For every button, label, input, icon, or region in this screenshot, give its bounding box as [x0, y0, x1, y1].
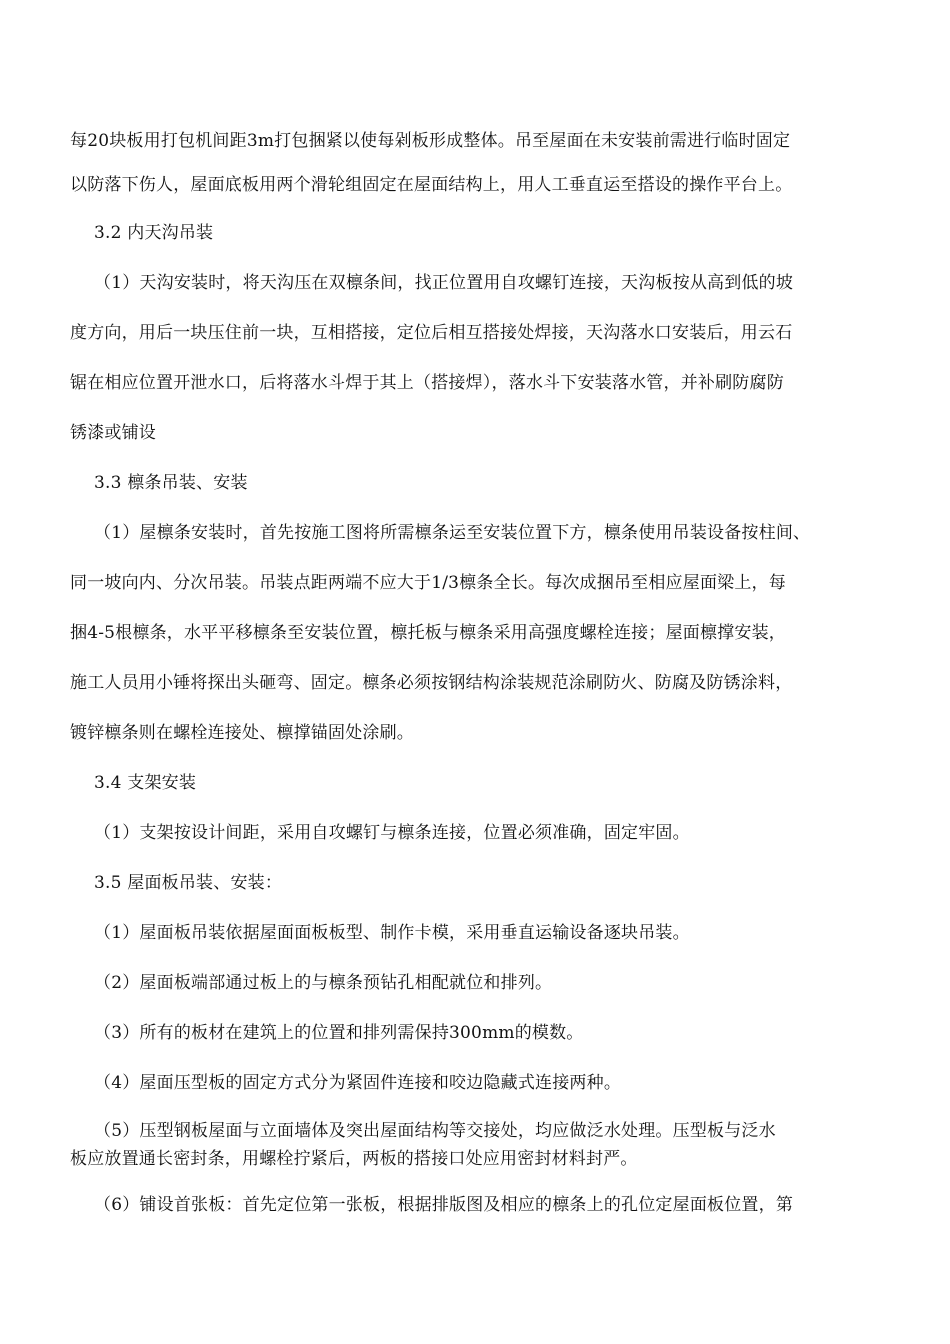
body-text-line: 同一坡向内、分次吊装。吊装点距两端不应大于1/3檩条全长。每次成捆吊至相应屋面梁上，每: [70, 573, 786, 593]
section-heading-3-3: 3.3 檩条吊装、安装: [94, 473, 248, 493]
body-text-line: 以防落下伤人，屋面底板用两个滑轮组固定在屋面结构上，用人工垂直运至搭设的操作平台上。: [70, 175, 793, 195]
section-heading-3-4: 3.4 支架安装: [94, 773, 197, 793]
body-text-line: （1）屋檩条安装时，首先按施工图将所需檩条运至安装位置下方，檩条使用吊装设备按柱间、: [94, 523, 811, 543]
section-heading-3-5: 3.5 屋面板吊装、安装：: [94, 873, 283, 893]
body-text-line: 镀锌檩条则在螺栓连接处、檩撑锚固处涂刷。: [70, 723, 414, 743]
body-text-line: 锯在相应位置开泄水口，后将落水斗焊于其上（搭接焊），落水斗下安装落水管，并补刷防腐防: [70, 373, 784, 393]
body-text-line: 捆4-5根檩条，水平平移檩条至安装位置，檩托板与檩条采用高强度螺栓连接；屋面檩撑安装，: [70, 623, 786, 643]
body-text-line: （1）天沟安装时，将天沟压在双檩条间，找正位置用自攻螺钉连接，天沟板按从高到低的坡: [94, 273, 794, 293]
body-text-line: （2）屋面板端部通过板上的与檩条预钻孔相配就位和排列。: [94, 973, 553, 993]
body-text-line: （6）铺设首张板：首先定位第一张板，根据排版图及相应的檩条上的孔位定屋面板位置，第: [94, 1195, 794, 1215]
body-text-line: （5）压型钢板屋面与立面墙体及突出屋面结构等交接处，均应做泛水处理。压型板与泛水: [94, 1121, 776, 1141]
body-text-line: 板应放置通长密封条，用螺栓拧紧后，两板的搭接口处应用密封材料封严。: [70, 1149, 638, 1169]
body-text-line: （1）支架按设计间距，采用自攻螺钉与檩条连接，位置必须准确，固定牢固。: [94, 823, 690, 843]
body-text-line: （3）所有的板材在建筑上的位置和排列需保持300mm的模数。: [94, 1023, 584, 1043]
body-text-line: （4）屋面压型板的固定方式分为紧固件连接和咬边隐藏式连接两种。: [94, 1073, 622, 1093]
body-text-line: 施工人员用小锤将探出头砸弯、固定。檩条必须按钢结构涂装规范涂刷防火、防腐及防锈涂料，: [70, 673, 793, 693]
body-text-line: 每20块板用打包机间距3m打包捆紧以使每剁板形成整体。吊至屋面在未安装前需进行临时固定: [70, 131, 791, 151]
body-text-line: 锈漆或铺设: [70, 423, 156, 443]
section-heading-3-2: 3.2 内天沟吊装: [94, 223, 214, 243]
body-text-line: （1）屋面板吊装依据屋面面板板型、制作卡模，采用垂直运输设备逐块吊装。: [94, 923, 690, 943]
body-text-line: 度方向，用后一块压住前一块，互相搭接，定位后相互搭接处焊接，天沟落水口安装后，用云石: [70, 323, 793, 343]
